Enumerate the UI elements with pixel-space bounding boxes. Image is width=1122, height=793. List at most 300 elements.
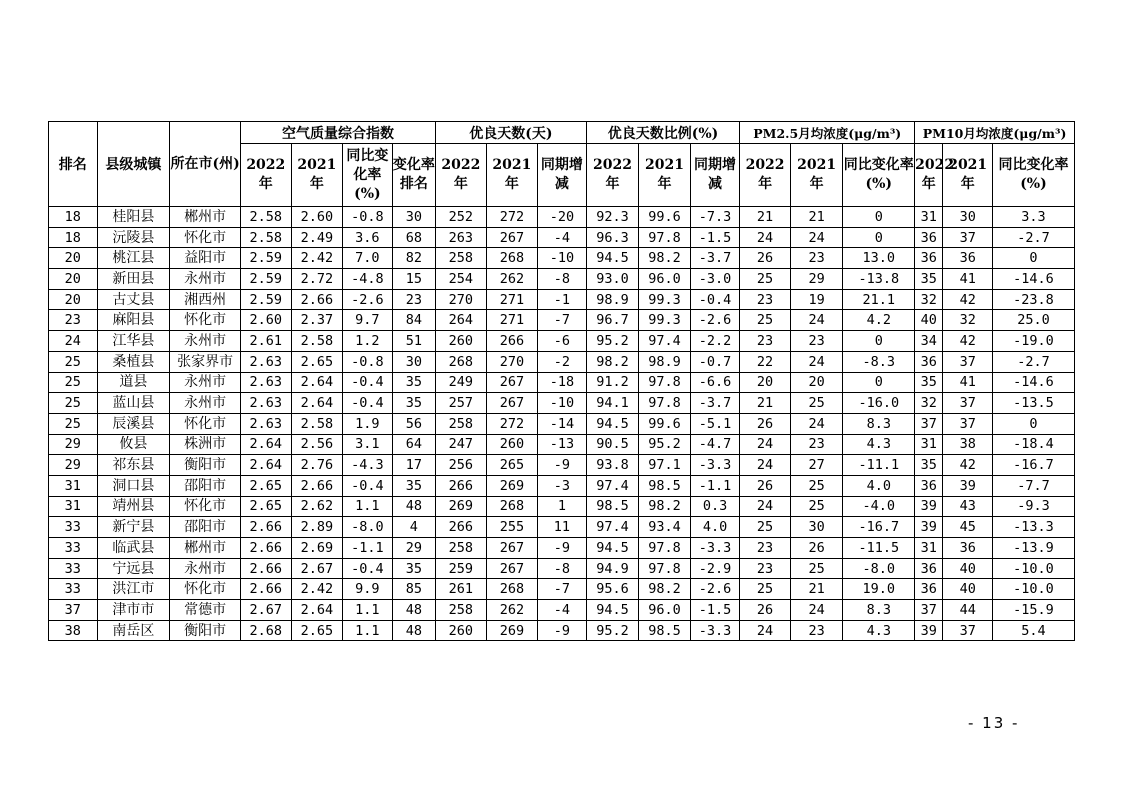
cell-days-2022: 257	[436, 393, 487, 414]
cell-days-2021: 267	[486, 538, 538, 559]
cell-aqi-2021: 2.76	[291, 455, 343, 476]
cell-pm10-2021: 37	[943, 620, 993, 641]
cell-aqi-2022: 2.64	[241, 434, 292, 455]
cell-days-2022: 256	[436, 455, 487, 476]
cell-aqi-2021: 2.42	[291, 248, 343, 269]
cell-aqi-2022: 2.63	[241, 413, 292, 434]
cell-pm25-change: -8.0	[843, 558, 915, 579]
cell-county: 攸县	[97, 434, 170, 455]
header-days-delta: 同期增减	[538, 144, 587, 207]
table-row	[49, 289, 1075, 310]
cell-ratio-2021: 98.5	[639, 620, 691, 641]
cell-days-delta: -14	[538, 413, 587, 434]
cell-pm25-2022: 25	[740, 517, 791, 538]
cell-days-2021: 267	[486, 372, 538, 393]
cell-rank: 24	[49, 331, 98, 352]
cell-aqi-rank: 56	[392, 413, 435, 434]
cell-rank: 23	[49, 310, 98, 331]
cell-aqi-2022: 2.65	[241, 496, 292, 517]
cell-ratio-2022: 94.5	[586, 413, 639, 434]
cell-days-delta: -13	[538, 434, 587, 455]
cell-aqi-2022: 2.66	[241, 517, 292, 538]
cell-county: 南岳区	[97, 620, 170, 641]
cell-days-2022: 269	[436, 496, 487, 517]
table-row	[49, 207, 1075, 228]
cell-ratio-2022: 94.5	[586, 248, 639, 269]
cell-days-2021: 271	[486, 310, 538, 331]
cell-ratio-2021: 96.0	[639, 269, 691, 290]
cell-ratio-2021: 97.8	[639, 227, 691, 248]
cell-pm25-2021: 24	[790, 310, 843, 331]
cell-county: 古丈县	[97, 289, 170, 310]
cell-pm10-2021: 41	[943, 372, 993, 393]
cell-ratio-2021: 93.4	[639, 517, 691, 538]
cell-ratio-2021: 96.0	[639, 600, 691, 621]
header-county: 县级城镇	[97, 122, 170, 207]
cell-aqi-2022: 2.67	[241, 600, 292, 621]
air-quality-ranking-table	[48, 121, 1075, 641]
cell-pm25-2021: 23	[790, 331, 843, 352]
header-pm25-group: PM2.5月均浓度(μg/m³)	[740, 122, 915, 144]
cell-county: 津市市	[97, 600, 170, 621]
cell-aqi-2022: 2.66	[241, 538, 292, 559]
cell-pm10-2022: 32	[915, 393, 943, 414]
cell-city: 郴州市	[170, 207, 241, 228]
cell-days-delta: -20	[538, 207, 587, 228]
cell-aqi-2022: 2.59	[241, 289, 292, 310]
cell-aqi-change: -0.8	[343, 207, 393, 228]
cell-pm10-2022: 39	[915, 496, 943, 517]
cell-pm10-2021: 36	[943, 538, 993, 559]
cell-ratio-delta: -6.6	[690, 372, 740, 393]
cell-aqi-rank: 17	[392, 455, 435, 476]
cell-aqi-2021: 2.65	[291, 351, 343, 372]
cell-ratio-2021: 97.8	[639, 372, 691, 393]
cell-pm25-2022: 24	[740, 455, 791, 476]
cell-pm10-2022: 39	[915, 517, 943, 538]
cell-city: 永州市	[170, 269, 241, 290]
cell-days-delta: -7	[538, 310, 587, 331]
cell-rank: 20	[49, 289, 98, 310]
cell-aqi-rank: 35	[392, 475, 435, 496]
cell-pm10-2022: 39	[915, 620, 943, 641]
cell-ratio-2022: 94.5	[586, 600, 639, 621]
header-rank: 排名	[49, 122, 98, 207]
cell-rank: 29	[49, 455, 98, 476]
cell-aqi-2022: 2.58	[241, 227, 292, 248]
cell-aqi-2021: 2.69	[291, 538, 343, 559]
cell-aqi-2021: 2.58	[291, 413, 343, 434]
cell-days-2022: 254	[436, 269, 487, 290]
table-row	[49, 351, 1075, 372]
cell-pm25-change: -16.7	[843, 517, 915, 538]
cell-ratio-2022: 91.2	[586, 372, 639, 393]
cell-pm10-2021: 42	[943, 331, 993, 352]
cell-aqi-rank: 23	[392, 289, 435, 310]
cell-city: 怀化市	[170, 310, 241, 331]
cell-rank: 25	[49, 351, 98, 372]
cell-rank: 20	[49, 248, 98, 269]
cell-pm10-2021: 38	[943, 434, 993, 455]
cell-pm10-change: -14.6	[992, 372, 1074, 393]
cell-aqi-rank: 48	[392, 496, 435, 517]
cell-rank: 37	[49, 600, 98, 621]
cell-days-2022: 263	[436, 227, 487, 248]
header-days-2022: 2022年	[436, 144, 487, 207]
header-aqi-change: 同比变化率(%)	[343, 144, 393, 207]
cell-days-2022: 252	[436, 207, 487, 228]
cell-pm10-change: -2.7	[992, 227, 1074, 248]
cell-pm10-change: -13.9	[992, 538, 1074, 559]
cell-days-2022: 260	[436, 331, 487, 352]
cell-aqi-2021: 2.37	[291, 310, 343, 331]
cell-ratio-2021: 99.6	[639, 413, 691, 434]
header-good-ratio-group: 优良天数比例(%)	[586, 122, 740, 144]
cell-days-delta: -8	[538, 269, 587, 290]
cell-ratio-2021: 98.2	[639, 248, 691, 269]
cell-days-delta: -2	[538, 351, 587, 372]
cell-days-delta: 1	[538, 496, 587, 517]
cell-pm25-change: 0	[843, 227, 915, 248]
header-aqi-group: 空气质量综合指数	[241, 122, 436, 144]
cell-aqi-2021: 2.89	[291, 517, 343, 538]
cell-pm25-change: -4.0	[843, 496, 915, 517]
cell-pm25-2022: 23	[740, 558, 791, 579]
cell-pm10-change: 5.4	[992, 620, 1074, 641]
table-row	[49, 331, 1075, 352]
cell-days-2021: 268	[486, 579, 538, 600]
cell-pm25-2022: 26	[740, 475, 791, 496]
cell-aqi-2022: 2.59	[241, 269, 292, 290]
cell-pm10-2022: 36	[915, 227, 943, 248]
cell-pm10-change: -19.0	[992, 331, 1074, 352]
cell-days-delta: -9	[538, 620, 587, 641]
header-pm25-2022: 2022年	[740, 144, 791, 207]
cell-pm10-2021: 37	[943, 393, 993, 414]
cell-ratio-delta: 0.3	[690, 496, 740, 517]
cell-ratio-delta: -2.9	[690, 558, 740, 579]
cell-aqi-2022: 2.63	[241, 393, 292, 414]
cell-aqi-2021: 2.58	[291, 331, 343, 352]
cell-city: 郴州市	[170, 538, 241, 559]
cell-ratio-delta: -3.3	[690, 455, 740, 476]
cell-pm10-2022: 36	[915, 579, 943, 600]
cell-pm25-2022: 24	[740, 227, 791, 248]
cell-city: 益阳市	[170, 248, 241, 269]
cell-pm10-2022: 36	[915, 248, 943, 269]
cell-pm25-change: 19.0	[843, 579, 915, 600]
cell-days-2021: 262	[486, 600, 538, 621]
cell-ratio-2022: 96.3	[586, 227, 639, 248]
table-row	[49, 455, 1075, 476]
cell-ratio-2021: 98.2	[639, 579, 691, 600]
cell-aqi-2022: 2.64	[241, 455, 292, 476]
cell-aqi-2021: 2.72	[291, 269, 343, 290]
cell-ratio-2021: 98.2	[639, 496, 691, 517]
table-row	[49, 227, 1075, 248]
cell-days-delta: -7	[538, 579, 587, 600]
cell-ratio-delta: -4.7	[690, 434, 740, 455]
cell-rank: 25	[49, 393, 98, 414]
cell-pm25-2022: 20	[740, 372, 791, 393]
header-pm10-change: 同比变化率(%)	[992, 144, 1074, 207]
cell-pm25-change: 8.3	[843, 600, 915, 621]
table-row	[49, 413, 1075, 434]
cell-pm25-change: -16.0	[843, 393, 915, 414]
cell-days-delta: -9	[538, 455, 587, 476]
cell-pm25-2021: 29	[790, 269, 843, 290]
cell-aqi-change: -4.3	[343, 455, 393, 476]
cell-ratio-delta: -2.6	[690, 579, 740, 600]
header-pm10-group: PM10月均浓度(μg/m³)	[915, 122, 1075, 144]
cell-ratio-2022: 98.2	[586, 351, 639, 372]
cell-ratio-2022: 94.9	[586, 558, 639, 579]
header-city: 所在市(州)	[170, 122, 241, 207]
cell-days-2021: 267	[486, 393, 538, 414]
cell-days-2021: 268	[486, 496, 538, 517]
cell-days-delta: 11	[538, 517, 587, 538]
cell-ratio-delta: -1.5	[690, 600, 740, 621]
cell-aqi-rank: 35	[392, 372, 435, 393]
cell-pm10-2022: 32	[915, 289, 943, 310]
cell-pm10-change: -23.8	[992, 289, 1074, 310]
cell-city: 邵阳市	[170, 517, 241, 538]
cell-aqi-2021: 2.42	[291, 579, 343, 600]
cell-days-2022: 266	[436, 517, 487, 538]
header-aqi-2021: 2021年	[291, 144, 343, 207]
header-pm10-2021: 2021年	[943, 144, 993, 207]
cell-days-2022: 259	[436, 558, 487, 579]
table-row	[49, 372, 1075, 393]
cell-pm25-2021: 24	[790, 227, 843, 248]
cell-rank: 18	[49, 227, 98, 248]
cell-pm10-change: 25.0	[992, 310, 1074, 331]
cell-county: 祁东县	[97, 455, 170, 476]
cell-pm10-2022: 36	[915, 558, 943, 579]
cell-pm10-2021: 36	[943, 248, 993, 269]
cell-rank: 18	[49, 207, 98, 228]
page-number: - 13 -	[968, 714, 1020, 732]
cell-county: 蓝山县	[97, 393, 170, 414]
cell-pm25-2022: 25	[740, 310, 791, 331]
cell-pm10-2021: 42	[943, 289, 993, 310]
cell-pm10-2022: 34	[915, 331, 943, 352]
header-pm25-2021: 2021年	[790, 144, 843, 207]
header-aqi-rank: 变化率排名	[392, 144, 435, 207]
cell-aqi-rank: 30	[392, 351, 435, 372]
cell-days-2021: 265	[486, 455, 538, 476]
cell-aqi-rank: 29	[392, 538, 435, 559]
cell-days-2022: 258	[436, 413, 487, 434]
cell-pm25-2022: 22	[740, 351, 791, 372]
cell-pm25-2021: 19	[790, 289, 843, 310]
cell-days-2021: 266	[486, 331, 538, 352]
cell-aqi-2021: 2.64	[291, 393, 343, 414]
cell-ratio-2022: 95.2	[586, 620, 639, 641]
cell-ratio-2021: 99.3	[639, 310, 691, 331]
cell-pm10-2022: 36	[915, 475, 943, 496]
cell-county: 洞口县	[97, 475, 170, 496]
cell-rank: 31	[49, 475, 98, 496]
cell-ratio-2021: 97.8	[639, 393, 691, 414]
header-good-days-group: 优良天数(天)	[436, 122, 587, 144]
cell-pm25-2022: 24	[740, 620, 791, 641]
cell-pm25-2021: 20	[790, 372, 843, 393]
cell-pm10-2022: 31	[915, 434, 943, 455]
cell-aqi-change: -0.4	[343, 372, 393, 393]
cell-ratio-delta: -5.1	[690, 413, 740, 434]
cell-pm10-2021: 37	[943, 413, 993, 434]
cell-days-2022: 260	[436, 620, 487, 641]
cell-ratio-2021: 99.6	[639, 207, 691, 228]
cell-county: 辰溪县	[97, 413, 170, 434]
cell-ratio-2021: 97.8	[639, 538, 691, 559]
cell-pm10-change: 3.3	[992, 207, 1074, 228]
cell-aqi-2021: 2.65	[291, 620, 343, 641]
cell-days-delta: -1	[538, 289, 587, 310]
cell-days-2021: 262	[486, 269, 538, 290]
cell-county: 新宁县	[97, 517, 170, 538]
cell-city: 衡阳市	[170, 620, 241, 641]
cell-pm25-2022: 21	[740, 393, 791, 414]
cell-pm10-change: -10.0	[992, 558, 1074, 579]
cell-pm10-2022: 37	[915, 600, 943, 621]
cell-ratio-2022: 94.5	[586, 538, 639, 559]
cell-pm25-change: -11.1	[843, 455, 915, 476]
cell-aqi-change: 1.9	[343, 413, 393, 434]
cell-pm25-change: 4.3	[843, 620, 915, 641]
cell-days-2021: 270	[486, 351, 538, 372]
cell-pm25-2021: 21	[790, 207, 843, 228]
cell-aqi-2021: 2.62	[291, 496, 343, 517]
cell-rank: 29	[49, 434, 98, 455]
cell-ratio-delta: -7.3	[690, 207, 740, 228]
table-row	[49, 310, 1075, 331]
cell-days-delta: -6	[538, 331, 587, 352]
cell-pm25-change: -11.5	[843, 538, 915, 559]
cell-ratio-2022: 98.9	[586, 289, 639, 310]
cell-aqi-rank: 48	[392, 600, 435, 621]
cell-city: 怀化市	[170, 227, 241, 248]
cell-pm10-change: 0	[992, 413, 1074, 434]
table-row	[49, 475, 1075, 496]
cell-pm10-2022: 35	[915, 269, 943, 290]
cell-ratio-2022: 93.8	[586, 455, 639, 476]
cell-aqi-2021: 2.67	[291, 558, 343, 579]
cell-rank: 25	[49, 372, 98, 393]
table-body	[49, 207, 1075, 641]
header-days-2021: 2021年	[486, 144, 538, 207]
cell-pm10-2022: 31	[915, 207, 943, 228]
cell-aqi-change: 3.6	[343, 227, 393, 248]
cell-aqi-change: 1.1	[343, 620, 393, 641]
cell-days-2021: 267	[486, 227, 538, 248]
cell-ratio-2022: 94.1	[586, 393, 639, 414]
cell-days-2022: 261	[436, 579, 487, 600]
cell-ratio-delta: -3.0	[690, 269, 740, 290]
cell-aqi-2022: 2.66	[241, 579, 292, 600]
cell-aqi-change: -4.8	[343, 269, 393, 290]
cell-pm10-2021: 45	[943, 517, 993, 538]
cell-pm10-2021: 42	[943, 455, 993, 476]
cell-rank: 25	[49, 413, 98, 434]
cell-days-delta: -10	[538, 248, 587, 269]
cell-ratio-delta: -0.4	[690, 289, 740, 310]
cell-rank: 33	[49, 558, 98, 579]
cell-ratio-delta: -3.7	[690, 393, 740, 414]
cell-days-2022: 247	[436, 434, 487, 455]
cell-pm25-change: 21.1	[843, 289, 915, 310]
table-row	[49, 558, 1075, 579]
cell-city: 湘西州	[170, 289, 241, 310]
table-row	[49, 517, 1075, 538]
cell-aqi-2021: 2.60	[291, 207, 343, 228]
cell-aqi-rank: 4	[392, 517, 435, 538]
cell-pm25-2022: 21	[740, 207, 791, 228]
cell-aqi-rank: 30	[392, 207, 435, 228]
cell-pm10-2021: 30	[943, 207, 993, 228]
cell-pm25-2022: 25	[740, 579, 791, 600]
cell-pm25-2022: 24	[740, 496, 791, 517]
cell-days-delta: -10	[538, 393, 587, 414]
cell-days-2021: 272	[486, 413, 538, 434]
cell-aqi-2021: 2.66	[291, 475, 343, 496]
cell-days-2022: 249	[436, 372, 487, 393]
cell-pm25-2021: 23	[790, 620, 843, 641]
cell-aqi-change: 1.1	[343, 496, 393, 517]
cell-ratio-2022: 95.6	[586, 579, 639, 600]
cell-pm10-2021: 32	[943, 310, 993, 331]
cell-rank: 38	[49, 620, 98, 641]
cell-county: 宁远县	[97, 558, 170, 579]
cell-pm10-change: -9.3	[992, 496, 1074, 517]
cell-days-delta: -8	[538, 558, 587, 579]
cell-county: 新田县	[97, 269, 170, 290]
header-pm10-2022: 2022年	[915, 144, 943, 207]
cell-aqi-rank: 84	[392, 310, 435, 331]
cell-days-2022: 264	[436, 310, 487, 331]
cell-pm10-change: -2.7	[992, 351, 1074, 372]
cell-pm25-2021: 24	[790, 600, 843, 621]
cell-county: 麻阳县	[97, 310, 170, 331]
cell-pm25-2022: 26	[740, 600, 791, 621]
cell-ratio-delta: -2.2	[690, 331, 740, 352]
cell-days-2021: 255	[486, 517, 538, 538]
cell-pm25-2021: 25	[790, 496, 843, 517]
cell-aqi-2022: 2.63	[241, 351, 292, 372]
table-row	[49, 620, 1075, 641]
cell-aqi-2021: 2.56	[291, 434, 343, 455]
cell-ratio-2022: 95.2	[586, 331, 639, 352]
cell-days-2022: 258	[436, 600, 487, 621]
cell-aqi-2022: 2.61	[241, 331, 292, 352]
cell-ratio-2021: 95.2	[639, 434, 691, 455]
cell-ratio-delta: -0.7	[690, 351, 740, 372]
cell-ratio-2022: 97.4	[586, 475, 639, 496]
cell-pm25-change: 0	[843, 372, 915, 393]
cell-county: 沅陵县	[97, 227, 170, 248]
cell-ratio-2021: 97.1	[639, 455, 691, 476]
cell-pm25-2021: 25	[790, 475, 843, 496]
cell-days-delta: -18	[538, 372, 587, 393]
cell-pm10-2022: 37	[915, 413, 943, 434]
cell-days-2022: 258	[436, 538, 487, 559]
cell-pm25-2022: 23	[740, 331, 791, 352]
cell-aqi-change: -1.1	[343, 538, 393, 559]
cell-aqi-change: 3.1	[343, 434, 393, 455]
cell-aqi-change: 9.7	[343, 310, 393, 331]
cell-days-delta: -4	[538, 600, 587, 621]
